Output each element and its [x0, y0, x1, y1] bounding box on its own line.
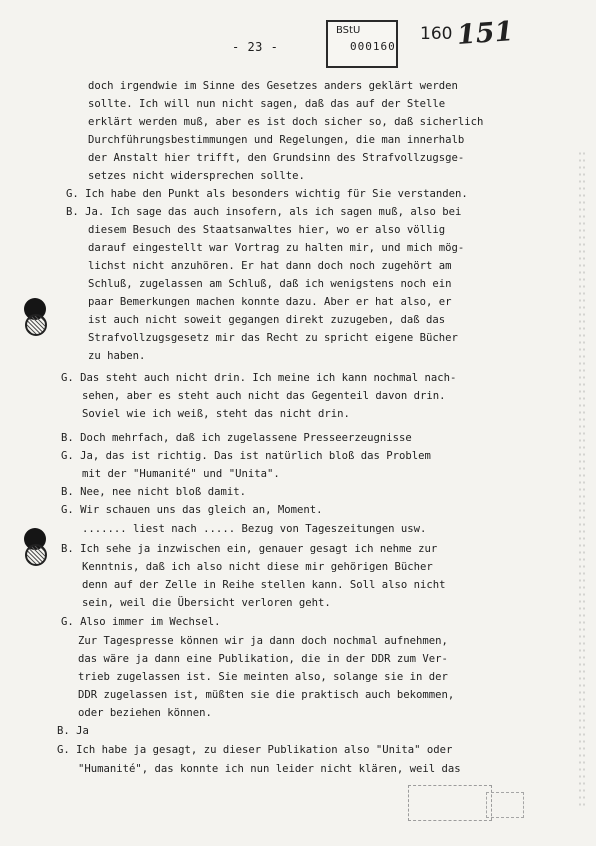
archive-stamp: [326, 20, 398, 68]
stage-direction: ....... liest nach ..... Bezug von Tageszeitungen usw.: [82, 523, 427, 535]
text-line: Schluß, zugelassen am Schluß, daß ich wenigstens noch ein: [88, 278, 452, 290]
text-line: lichst nicht anzuhören. Er hat dann doch noch zugehört am: [88, 260, 452, 272]
text-line: "Humanité", das konnte ich nun leider nicht klären, weil das: [78, 763, 461, 775]
text-line: ist auch nicht soweit gegangen direkt zuzugeben, daß das: [88, 314, 446, 326]
speaker-line: G. Also immer im Wechsel.: [61, 616, 221, 628]
text-line: sehen, aber es steht auch nicht das Gegenteil davon drin.: [82, 390, 446, 402]
text-line: paar Bemerkungen machen konnte dazu. Aber er hat also, er: [88, 296, 452, 308]
speaker-line: B. Doch mehrfach, daß ich zugelassene Presseerzeugnisse: [61, 432, 412, 444]
punch-hole-ring-icon: [25, 544, 47, 566]
text-line: Soviel wie ich weiß, steht das nicht drin.: [82, 408, 350, 420]
text-line: Durchführungsbestimmungen und Regelungen, die man innerhalb: [88, 134, 465, 146]
speaker-line: G. Ja, das ist richtig. Das ist natürlich bloß das Problem: [61, 450, 431, 462]
faded-stamp-box: [486, 792, 524, 818]
text-line: denn auf der Zelle in Reihe stellen kann. Soll also nicht: [82, 579, 446, 591]
handwritten-page-number: 151: [455, 16, 515, 51]
speaker-line: B. Nee, nee nicht bloß damit.: [61, 486, 246, 498]
text-line: sollte. Ich will nun nicht sagen, daß das auf der Stelle: [88, 98, 446, 110]
folio-number: 160: [420, 24, 453, 44]
page-number: - 23 -: [232, 40, 279, 54]
speaker-line: B. Ich sehe ja inzwischen ein, genauer gesagt ich nehme zur: [61, 543, 438, 555]
text-line: setzes nicht widersprechen sollte.: [88, 170, 305, 182]
text-line: Strafvollzugsgesetz mir das Recht zu spricht eigene Bücher: [88, 332, 458, 344]
faded-stamp-box: [408, 785, 492, 821]
stamp-label: BStU: [336, 25, 361, 36]
text-line: trieb zugelassen ist. Sie meinten also, solange sie in der: [78, 671, 448, 683]
speaker-line: G. Das steht auch nicht drin. Ich meine ich kann nochmal nach-: [61, 372, 457, 384]
speaker-line: G. Ich habe ja gesagt, zu dieser Publikation also "Unita" oder: [57, 744, 453, 756]
text-line: der Anstalt hier trifft, den Grundsinn des Strafvollzugsge-: [88, 152, 465, 164]
text-line: mit der "Humanité" und "Unita".: [82, 468, 280, 480]
text-line: das wäre ja dann eine Publikation, die in der DDR zum Ver-: [78, 653, 448, 665]
text-line: zu haben.: [88, 350, 146, 362]
stamp-number: 000160: [350, 40, 396, 53]
text-line: erklärt werden muß, aber es ist doch sicher so, daß sicherlich: [88, 116, 484, 128]
speaker-line: G. Wir schauen uns das gleich an, Moment.: [61, 504, 323, 516]
text-line: darauf eingestellt war Vortrag zu halten mir, und mich mög-: [88, 242, 465, 254]
text-line: diesem Besuch des Staatsanwaltes hier, wo er also völlig: [88, 224, 446, 236]
punch-hole-ring-icon: [25, 314, 47, 336]
scan-noise: [578, 150, 586, 810]
text-line: sein, weil die Übersicht verloren geht.: [82, 597, 331, 609]
text-line: doch irgendwie im Sinne des Gesetzes anders geklärt werden: [88, 80, 458, 92]
speaker-line: B. Ja. Ich sage das auch insofern, als ich sagen muß, also bei: [66, 206, 462, 218]
text-line: oder beziehen können.: [78, 707, 212, 719]
speaker-line: G. Ich habe den Punkt als besonders wichtig für Sie verstanden.: [66, 188, 468, 200]
text-line: DDR zugelassen ist, müßten sie die praktisch auch bekommen,: [78, 689, 455, 701]
text-line: Zur Tagespresse können wir ja dann doch nochmal aufnehmen,: [78, 635, 448, 647]
speaker-line: B. Ja: [57, 725, 89, 737]
text-line: Kenntnis, daß ich also nicht diese mir gehörigen Bücher: [82, 561, 433, 573]
